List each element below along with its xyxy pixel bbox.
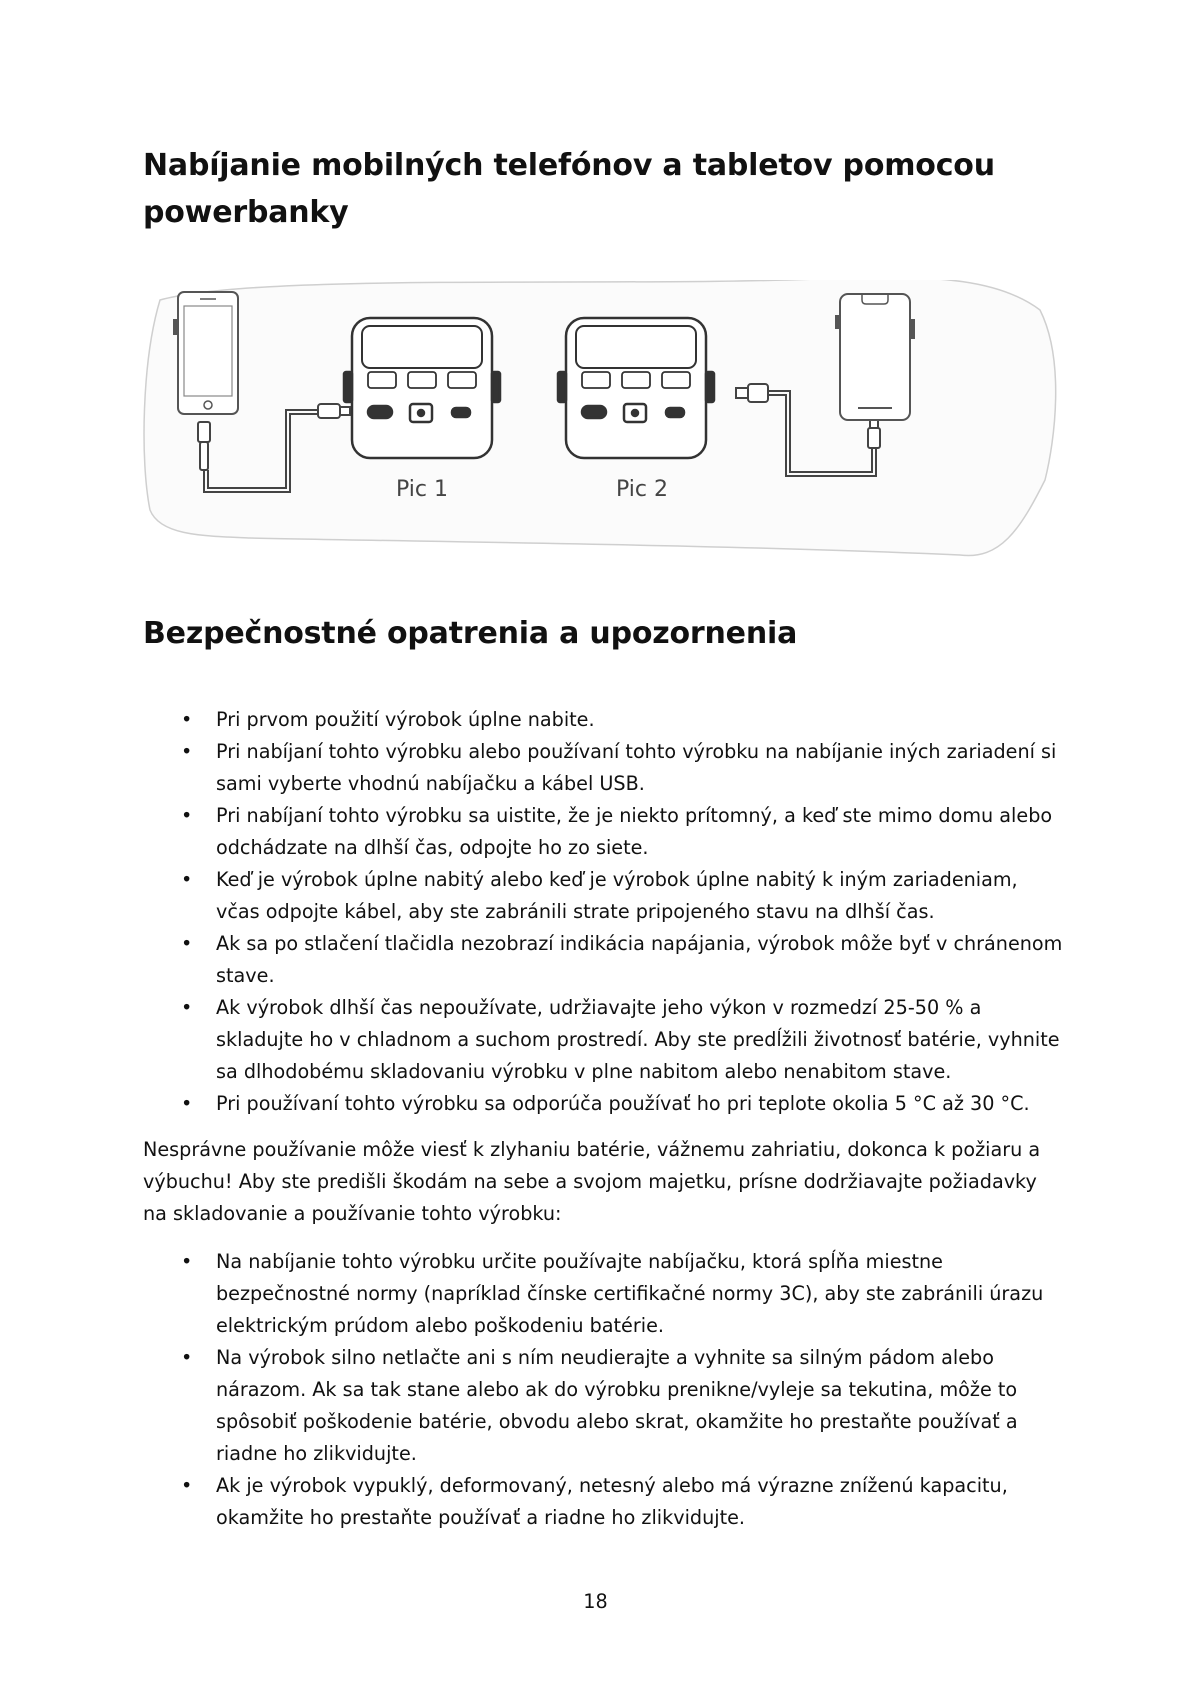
list-item: [143, 1342, 1063, 1470]
list-item: [143, 1246, 1063, 1342]
charging-illustration: [140, 280, 1060, 590]
list-item-text: Ak sa po stlačení tlačidla nezobrazí indikácia napájania, výrobok môže byť v chránenom stave.: [216, 932, 1063, 987]
safety-list-1: [143, 704, 1063, 1120]
bullet-icon: •: [181, 740, 193, 763]
page-number: 18: [583, 1590, 608, 1613]
list-item-text: Pri používaní tohto výrobku sa odporúča používať ho pri teplote okolia 5 °C až 30 °C.: [216, 1092, 1030, 1115]
list-item: [143, 928, 1063, 992]
safety-list-2: [143, 1246, 1063, 1534]
bullet-icon: •: [181, 804, 193, 827]
figure-label-pic1: Pic 1: [396, 477, 448, 502]
list-item: [143, 736, 1063, 800]
bullet-icon: •: [181, 708, 193, 731]
bullet-icon: •: [181, 1092, 193, 1115]
list-item: [143, 992, 1063, 1088]
powerbank-2-icon: [558, 318, 714, 458]
list-item: [143, 1470, 1063, 1534]
bullet-icon: •: [181, 868, 193, 891]
list-item-text: Ak výrobok dlhší čas nepoužívate, udržiavajte jeho výkon v rozmedzí 25-50 % a skladujte ho v chladnom a suchom prostredí. Aby ste predĺžili životnosť batérie, vyhnite sa dlhodobému skladovaniu výrobku v plne nabitom alebo nenabitom stave.: [216, 996, 1060, 1083]
list-item-text: Pri prvom použití výrobok úplne nabite.: [216, 708, 595, 731]
warning-paragraph: Nesprávne používanie môže viesť k zlyhaniu batérie, vážnemu zahriatiu, dokonca k požiaru a výbuchu! Aby ste predišli škodám na sebe a svojom majetku, prísne dodržiavajte požiadavky na skladovanie a používanie tohto výrobku:: [143, 1138, 1041, 1225]
list-item: [143, 1088, 1063, 1120]
powerbank-1-icon: [344, 318, 500, 458]
list-item: [143, 864, 1063, 928]
bullet-icon: •: [181, 1474, 193, 1497]
list-item: [143, 704, 1063, 736]
list-item: [143, 800, 1063, 864]
bullet-icon: •: [181, 1250, 193, 1273]
bullet-icon: •: [181, 996, 193, 1019]
list-item-text: Ak je výrobok vypuklý, deformovaný, netesný alebo má výrazne zníženú kapacitu, okamžite ho prestaňte používať a riadne ho zlikvidujte.: [216, 1474, 1008, 1529]
list-item-text: Keď je výrobok úplne nabitý alebo keď je výrobok úplne nabitý k iným zariadeniam, včas odpojte kábel, aby ste zabránili strate pripojeného stavu na dlhší čas.: [216, 868, 1018, 923]
phone-1-icon: [174, 292, 238, 414]
figure-label-pic2: Pic 2: [616, 477, 668, 502]
list-item-text: Na výrobok silno netlačte ani s ním neudierajte a vyhnite sa silným pádom alebo nárazom. Ak sa tak stane alebo ak do výrobku prenikne/vyleje sa tekutina, môže to spôsobiť poškodenie batérie, obvodu alebo skrat, okamžite ho prestaňte používať a riadne ho zlikvidujte.: [216, 1346, 1018, 1465]
list-item-text: Pri nabíjaní tohto výrobku alebo používaní tohto výrobku na nabíjanie iných zariadení si sami vyberte vhodnú nabíjačku a kábel USB.: [216, 740, 1057, 795]
list-item-text: Pri nabíjaní tohto výrobku sa uistite, že je niekto prítomný, a keď ste mimo domu alebo odchádzate na dlhší čas, odpojte ho zo siete.: [216, 804, 1053, 859]
bullet-icon: •: [181, 1346, 193, 1369]
section-title-charging: Nabíjanie mobilných telefónov a tabletov pomocou powerbanky: [143, 148, 995, 230]
section-title-safety: Bezpečnostné opatrenia a upozornenia: [143, 616, 798, 651]
bullet-icon: •: [181, 932, 193, 955]
phone-2-icon: [836, 294, 914, 420]
list-item-text: Na nabíjanie tohto výrobku určite používajte nabíjačku, ktorá spĺňa miestne bezpečnostné normy (napríklad čínske certifikačné normy 3C), aby ste zabránili úrazu elektrickým prúdom alebo poškodeniu batérie.: [216, 1250, 1044, 1337]
